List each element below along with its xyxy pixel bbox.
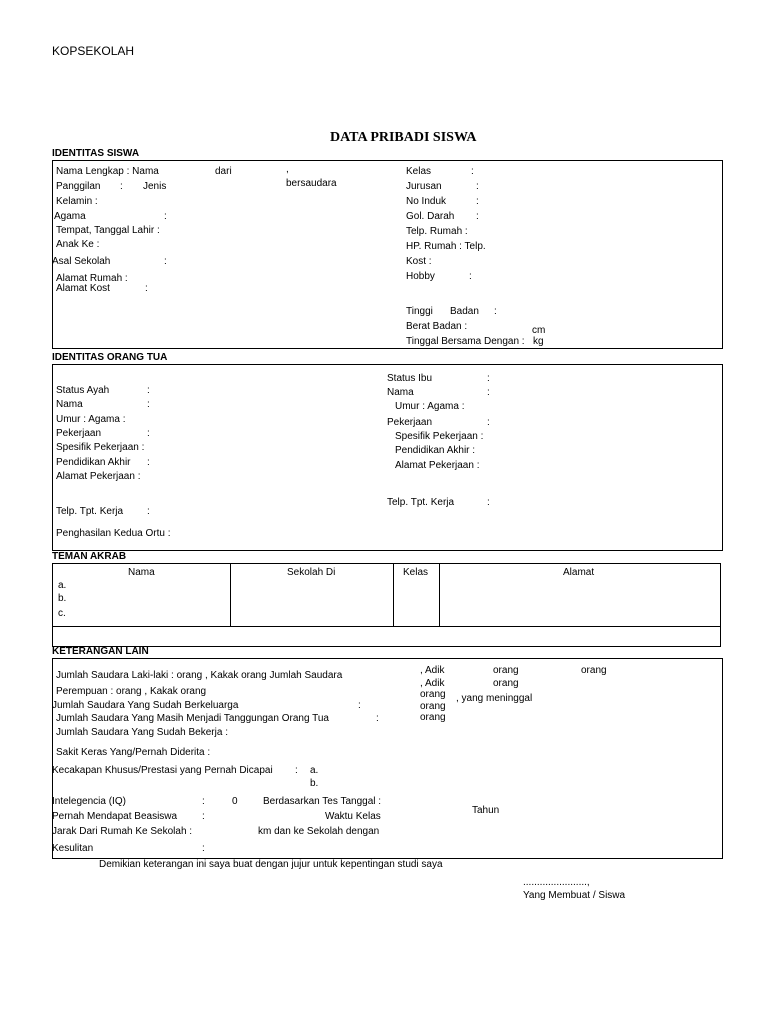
label-list-b: b. <box>310 778 319 789</box>
label-km: km dan ke Sekolah dengan <box>258 826 380 837</box>
label-hobby-colon: : <box>469 271 472 282</box>
label-saudara-perempuan: Perempuan : orang , Kakak orang <box>56 686 207 697</box>
label-telp-kerja-ibu-colon: : <box>487 497 490 508</box>
label-kelas-colon: : <box>471 166 474 177</box>
label-kecakapan: Kecakapan Khusus/Prestasi yang Pernah Dicapai <box>52 765 273 776</box>
label-spesifik-pekerjaan-ibu: Spesifik Pekerjaan : <box>395 431 484 442</box>
label-nama-ibu-colon: : <box>487 387 490 398</box>
label-orang: orang <box>581 665 607 676</box>
label-alamat-kost-colon: : <box>145 283 148 294</box>
label-kg: kg <box>533 336 544 347</box>
label-bersaudara: bersaudara <box>286 178 337 189</box>
table-divider <box>393 563 394 627</box>
table-row-label: a. <box>58 580 67 591</box>
school-letterhead: KOPSEKOLAH <box>52 44 135 58</box>
label-iq: Intelegencia (IQ) <box>52 796 126 807</box>
label-berdasarkan-tes: Berdasarkan Tes Tanggal : <box>263 796 382 807</box>
label-alamat-rumah: Alamat Rumah : <box>56 273 128 284</box>
label-cm: cm <box>532 325 546 336</box>
label-saudara-berkeluarga: Jumlah Saudara Yang Sudah Berkeluarga <box>52 700 239 711</box>
table-divider <box>230 563 231 627</box>
label-colon: : <box>295 765 298 776</box>
section-heading-keterangan-lain: KETERANGAN LAIN <box>52 646 149 657</box>
label-pendidikan-ayah: Pendidikan Akhir <box>56 457 131 468</box>
label-colon: : <box>202 843 205 854</box>
label-asal-colon: : <box>164 256 167 267</box>
label-waktu-kelas: Waktu Kelas <box>325 811 381 822</box>
label-agama: Agama <box>54 211 86 222</box>
label-penghasilan: Penghasilan Kedua Ortu : <box>56 528 171 539</box>
label-gol-darah: Gol. Darah <box>406 211 455 222</box>
label-kelas: Kelas <box>406 166 432 177</box>
label-orang: orang <box>420 689 446 700</box>
page-title: DATA PRIBADI SISWA <box>330 130 477 145</box>
label-badan: Badan <box>450 306 479 317</box>
section-heading-identitas-orang-tua: IDENTITAS ORANG TUA <box>52 352 168 363</box>
label-kesulitan: Kesulitan <box>52 843 94 854</box>
label-list-a: a. <box>310 765 319 776</box>
label-nama-ibu: Nama <box>387 387 414 398</box>
label-hobby: Hobby <box>406 271 435 282</box>
label-colon: : <box>202 796 205 807</box>
label-kost: Kost : <box>406 256 432 267</box>
label-agama-colon: : <box>164 211 167 222</box>
label-no-induk-colon: : <box>476 196 479 207</box>
label-kelamin: Kelamin : <box>56 196 98 207</box>
label-nama-ayah: Nama <box>56 399 83 410</box>
label-telp-kerja-ibu: Telp. Tpt. Kerja <box>387 497 455 508</box>
label-status-ibu: Status Ibu <box>387 373 433 384</box>
label-telp-kerja-ayah-colon: : <box>147 506 150 517</box>
label-tinggi-colon: : <box>494 306 497 317</box>
label-adik-1: , Adik <box>420 665 445 676</box>
label-hp: HP. Rumah : Telp. <box>406 241 486 252</box>
label-orang: orang <box>420 712 446 723</box>
label-nama-ayah-colon: : <box>147 399 150 410</box>
label-tinggi: Tinggi <box>406 306 433 317</box>
label-telp-kerja-ayah: Telp. Tpt. Kerja <box>56 506 124 517</box>
label-pendidikan-ayah-colon: : <box>147 457 150 468</box>
label-spesifik-pekerjaan-ayah: Spesifik Pekerjaan : <box>56 442 145 453</box>
column-header-nama: Nama <box>128 567 155 578</box>
table-row-label: b. <box>58 593 67 604</box>
label-saudara-tanggungan: Jumlah Saudara Yang Masih Menjadi Tanggungan Orang Tua <box>56 713 329 724</box>
label-jurusan: Jurusan <box>406 181 442 192</box>
label-sakit-keras: Sakit Keras Yang/Pernah Diderita : <box>56 747 211 758</box>
label-pekerjaan-ayah-colon: : <box>147 428 150 439</box>
label-tahun: Tahun <box>472 805 500 816</box>
label-anak-ke: Anak Ke : <box>56 239 100 250</box>
label-alamat-pekerjaan-ayah: Alamat Pekerjaan : <box>56 471 141 482</box>
label-status-ayah: Status Ayah <box>56 385 110 396</box>
statement-text: Demikian keterangan ini saya buat dengan jujur untuk kepentingan studi saya <box>99 859 443 870</box>
label-colon: : <box>376 713 379 724</box>
label-tinggal-bersama: Tinggal Bersama Dengan : <box>406 336 525 347</box>
label-status-ibu-colon: : <box>487 373 490 384</box>
label-no-induk: No Induk <box>406 196 447 207</box>
column-header-sekolah: Sekolah Di <box>287 567 336 578</box>
label-ttl: Tempat, Tanggal Lahir : <box>56 225 160 236</box>
label-berat-badan: Berat Badan : <box>406 321 468 332</box>
label-yang-meninggal: , yang meninggal <box>456 693 533 704</box>
label-jurusan-colon: : <box>476 181 479 192</box>
label-comma: , <box>286 164 289 175</box>
value-iq: 0 <box>232 796 238 807</box>
table-row-label: c. <box>58 608 66 619</box>
section-heading-teman-akrab: TEMAN AKRAB <box>52 551 127 562</box>
label-telp-rumah: Telp. Rumah : <box>406 226 468 237</box>
label-status-ayah-colon: : <box>147 385 150 396</box>
signer-label: Yang Membuat / Siswa <box>523 890 626 901</box>
label-jumlah-saudara-laki: Jumlah Saudara Laki-laki : orang , Kakak orang Jumlah Saudara <box>56 670 343 681</box>
label-orang: orang <box>493 665 519 676</box>
table-row-divider <box>52 626 721 627</box>
label-dari: dari <box>215 166 232 177</box>
label-nama-lengkap: Nama Lengkap : Nama <box>56 166 159 177</box>
label-pekerjaan-ibu-colon: : <box>487 417 490 428</box>
label-pendidikan-ibu: Pendidikan Akhir : <box>395 445 476 456</box>
label-beasiswa: Pernah Mendapat Beasiswa <box>52 811 178 822</box>
label-jenis: Jenis <box>143 181 167 192</box>
label-pekerjaan-ibu: Pekerjaan <box>387 417 433 428</box>
label-orang: orang <box>493 678 519 689</box>
label-panggilan: Panggilan <box>56 181 101 192</box>
label-colon: : <box>202 811 205 822</box>
label-alamat-kost: Alamat Kost <box>56 283 110 294</box>
label-gol-darah-colon: : <box>476 211 479 222</box>
label-asal-sekolah: Asal Sekolah <box>52 256 111 267</box>
column-header-kelas: Kelas <box>403 567 429 578</box>
label-alamat-pekerjaan-ibu: Alamat Pekerjaan : <box>395 460 480 471</box>
label-saudara-bekerja: Jumlah Saudara Yang Sudah Bekerja : <box>56 727 228 738</box>
signature-date-line: ......................., <box>523 877 590 888</box>
label-panggilan-colon: : <box>120 181 123 192</box>
label-pekerjaan-ayah: Pekerjaan <box>56 428 102 439</box>
table-divider <box>439 563 440 627</box>
label-umur-agama-ibu: Umur : Agama : <box>395 401 465 412</box>
label-jarak: Jarak Dari Rumah Ke Sekolah : <box>52 826 193 837</box>
label-adik-2: , Adik <box>420 678 445 689</box>
column-header-alamat: Alamat <box>563 567 595 578</box>
label-orang: orang <box>420 701 446 712</box>
label-umur-agama-ayah: Umur : Agama : <box>56 414 126 425</box>
section-heading-identitas-siswa: IDENTITAS SISWA <box>52 148 140 159</box>
label-colon: : <box>358 700 361 711</box>
